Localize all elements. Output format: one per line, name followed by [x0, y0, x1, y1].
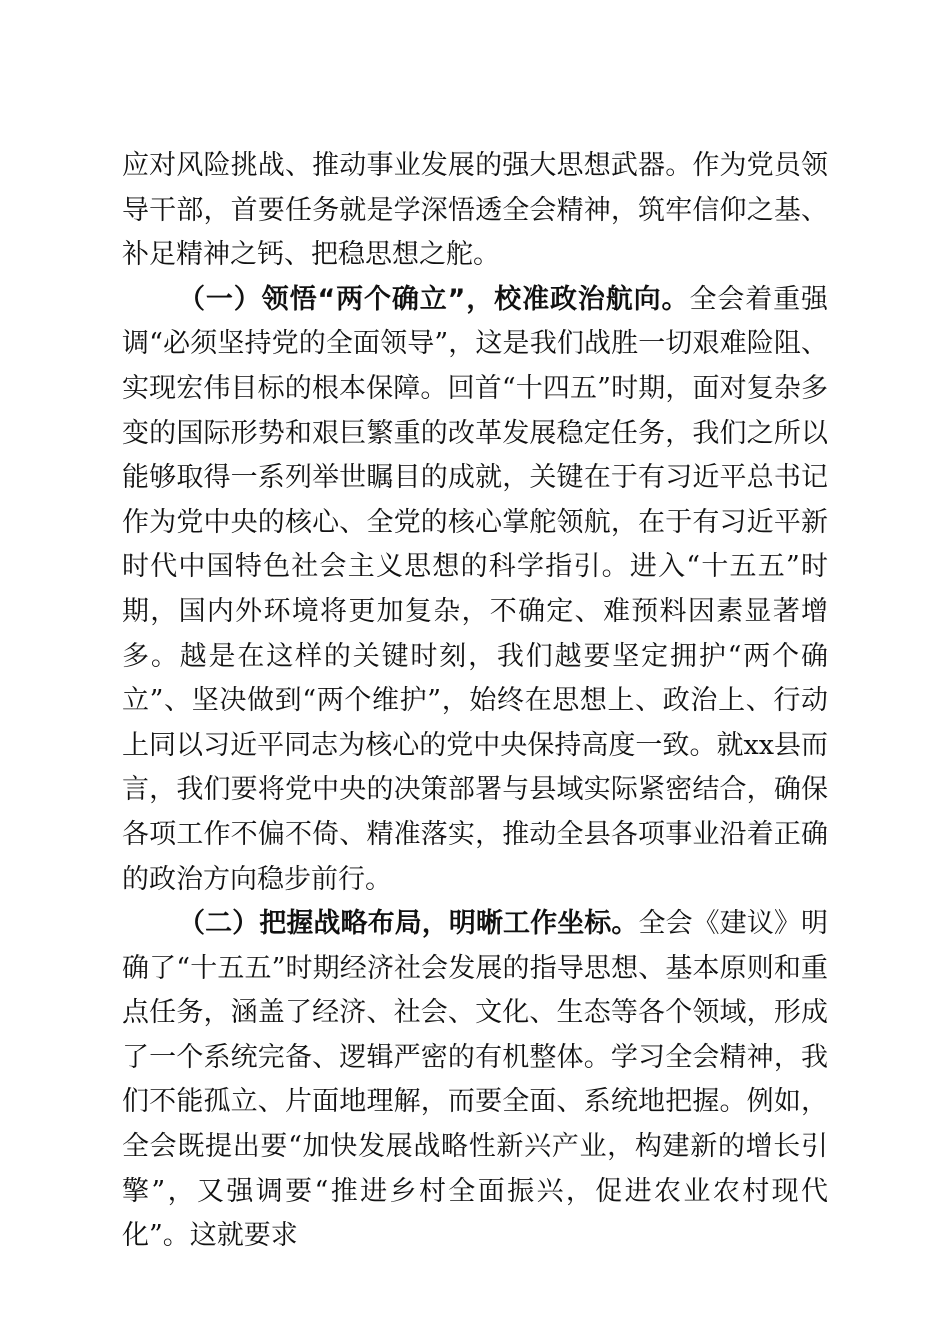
section-heading-one: （一）领悟“两个确立”，校准政治航向。	[178, 283, 690, 315]
section-heading-two: （二）把握战略布局，明晰工作坐标。	[178, 908, 639, 940]
paragraph-body-text: 全会着重强调“必须坚持党的全面领导”，这是我们战胜一切艰难险阻、实现宏伟目标的根本保障。回首“十四五”时期，面对复杂多变的国际形势和艰巨繁重的改革发展稳定任务，我们之所以能够取得一系列举世瞩目的成就，关键在于有习近平总书记作为党中央的核心、全党的核心掌舵领航，在于有习近平新时代中国特色社会主义思想的科学指引。进入“十五五”时期，国内外环境将更加复杂，不确定、难预料因素显著增多。越是在这样的关键时刻，我们越要坚定拥护“两个确立”、坚决做到“两个维护”，始终在思想上、政治上、行动上同以习近平同志为核心的党中央保持高度一致。就xx县而言，我们要将党中央的决策部署与县域实际紧密结合，确保各项工作不偏不倚、精准落实，推动全县各项事业沿着正确的政治方向稳步前行。	[122, 283, 829, 895]
paragraph-section-one	[122, 278, 828, 902]
paragraph-body-text: 全会《建议》明确了“十五五”时期经济社会发展的指导思想、基本原则和重点任务，涵盖了经济、社会、文化、生态等各个领域，形成了一个系统完备、逻辑严密的有机整体。学习全会精神，我们不能孤立、片面地理解，而要全面、系统地把握。例如，全会既提出要“加快发展战略性新兴产业，构建新的增长引擎”，又强调要“推进乡村全面振兴，促进农业农村现代化”。这就要求	[122, 908, 829, 1252]
paragraph-section-two	[122, 902, 828, 1259]
document-body	[122, 144, 828, 1259]
paragraph-body-text: 应对风险挑战、推动事业发展的强大思想武器。作为党员领导干部，首要任务就是学深悟透全会精神，筑牢信仰之基、补足精神之钙、把稳思想之舵。	[122, 150, 828, 271]
paragraph-intro-continuation	[122, 144, 828, 278]
